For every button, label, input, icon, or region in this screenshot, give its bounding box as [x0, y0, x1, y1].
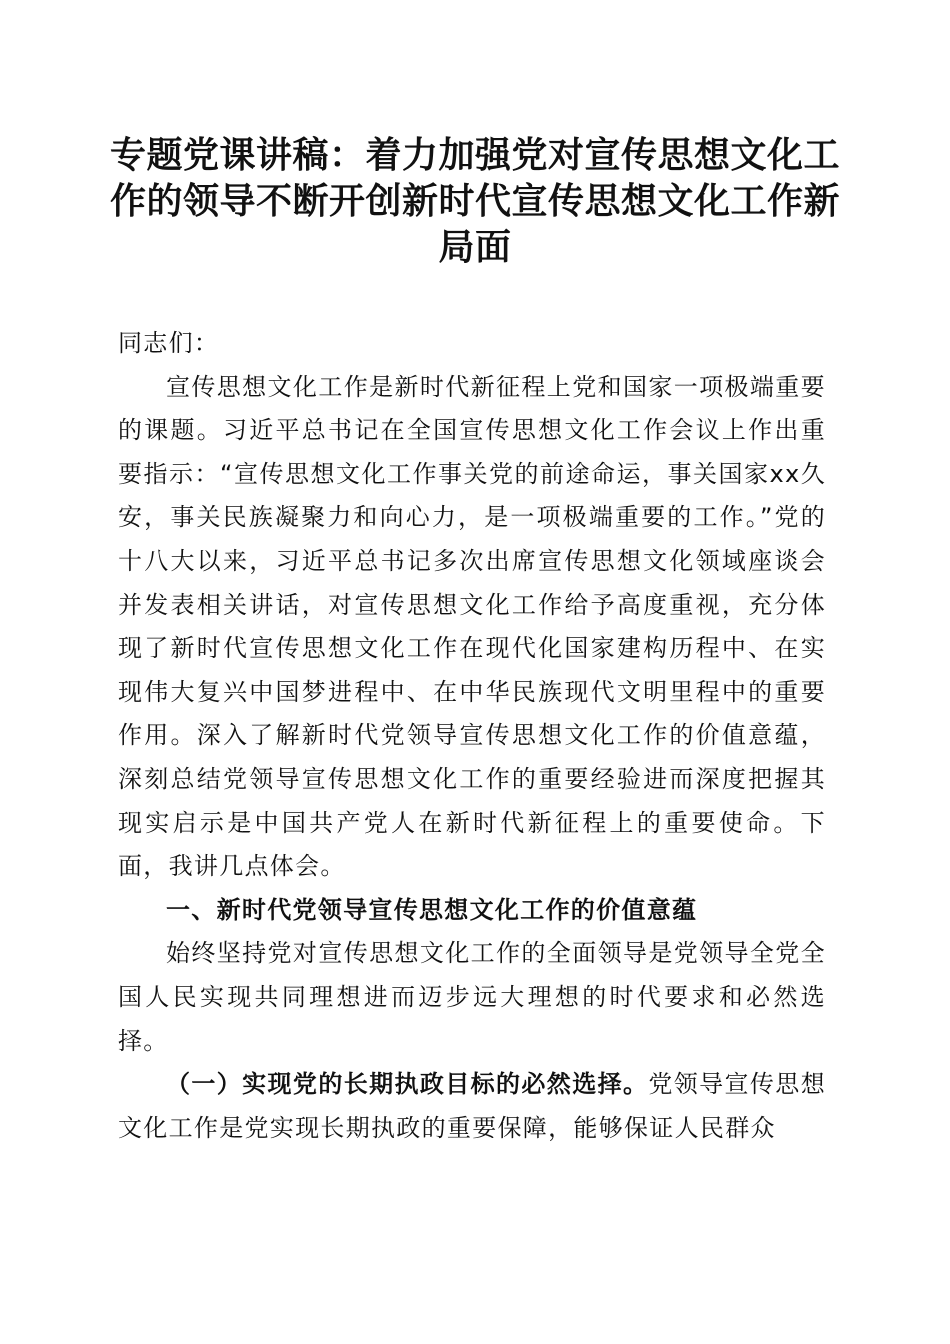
subsection-paragraph	[118, 1063, 826, 1150]
subsection-heading: （一）实现党的长期执政目标的必然选择。	[166, 1070, 649, 1099]
section-heading: 一、新时代党领导宣传思想文化工作的价值意蕴	[166, 895, 698, 924]
subsection-text: 党领导宣传思想文化工作是党实现长期执政的重要保障，能够保证人民群众	[118, 1070, 826, 1142]
salutation: 同志们：	[118, 329, 220, 357]
intro-paragraph: 宣传思想文化工作是新时代新征程上党和国家一项极端重要的课题。习近平总书记在全国宣传思想文化工作会议上作出重要指示：“宣传思想文化工作事关党的前途命运，事关国家xx久安，事关民族凝聚力和向心力，是一项极端重要的工作。”党的十八大以来，习近平总书记多次出席宣传思想文化领域座谈会并发表相关讲话，对宣传思想文化工作给予高度重视，充分体现了新时代宣传思想文化工作在现代化国家建构历程中、在实现伟大复兴中国梦进程中、在中华民族现代文明里程中的重要作用。深入了解新时代党领导宣传思想文化工作的价值意蕴，深刻总结党领导宣传思想文化工作的重要经验进而深度把握其现实启示是中国共产党人在新时代新征程上的重要使命。下面，我讲几点体会。	[118, 372, 826, 881]
document-body	[118, 322, 826, 1150]
section-paragraph: 始终坚持党对宣传思想文化工作的全面领导是党领导全党全国人民实现共同理想进而迈步远大理想的时代要求和必然选择。	[118, 939, 826, 1055]
document-title: 专题党课讲稿：着力加强党对宣传思想文化工作的领导不断开创新时代宣传思想文化工作新局面	[110, 134, 841, 268]
